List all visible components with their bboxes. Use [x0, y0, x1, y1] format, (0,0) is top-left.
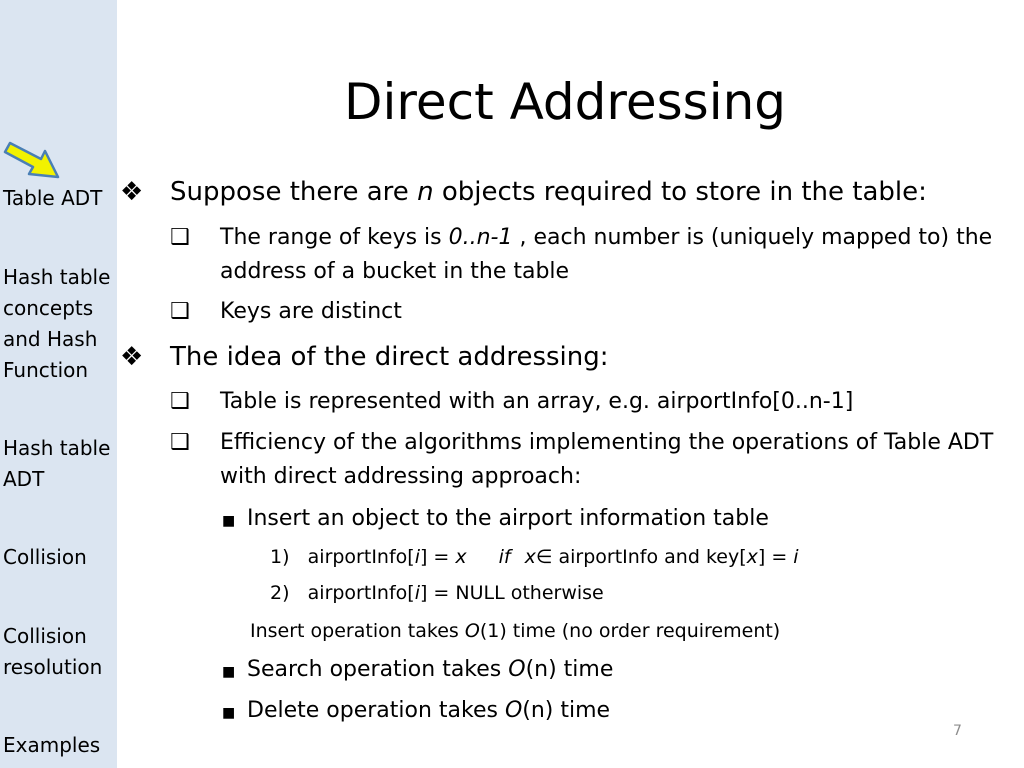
numbered-text: 2) airportInfo[i] = NULL otherwise — [270, 582, 604, 604]
note-text: Insert operation takes O(1) time (no order requirement) — [250, 620, 781, 642]
sidebar-item-hash-table-adt[interactable] — [3, 433, 110, 495]
sidebar-item-label: Collision — [3, 545, 87, 569]
diamond-bullet-icon: ❖ — [120, 177, 144, 207]
sidebar — [0, 0, 117, 768]
sidebar-item-label: resolution — [3, 655, 103, 679]
diamond-bullet-icon: ❖ — [120, 342, 144, 372]
sidebar-item-label: Hash table — [3, 265, 111, 289]
sidebar-item-hash-table-concepts[interactable] — [3, 262, 110, 386]
checkbox-bullet-icon: ❑ — [170, 299, 190, 324]
bullet-text: The idea of the direct addressing: — [170, 342, 609, 372]
bullet-text: Delete operation takes O(n) time — [247, 698, 611, 723]
bullet-text: Insert an object to the airport information table — [247, 506, 769, 531]
sidebar-item-label: ADT — [3, 467, 45, 491]
bullet-text: Search operation takes O(n) time — [247, 657, 614, 682]
numbered-text: 1) airportInfo[i] = x if x∈ airportInfo and key[x] = i — [270, 546, 799, 568]
sidebar-item-label: Hash table — [3, 436, 111, 460]
sidebar-item-collision-resolution[interactable] — [3, 621, 102, 683]
checkbox-bullet-icon: ❑ — [170, 389, 190, 414]
sidebar-item-label: Table ADT — [3, 186, 103, 210]
sidebar-item-label: Examples — [3, 733, 101, 757]
sidebar-item-label: concepts — [3, 296, 94, 320]
bullet-text: Keys are distinct — [220, 299, 402, 324]
bullet-text: Suppose there are n objects required to store in the table: — [170, 177, 927, 207]
page-number: 7 — [953, 723, 962, 739]
slide-title: Direct Addressing — [343, 73, 787, 131]
bullet-text: Table is represented with an array, e.g. airportInfo[0..n-1] — [220, 389, 854, 414]
sidebar-item-examples[interactable] — [3, 730, 100, 761]
checkbox-bullet-icon: ❑ — [170, 430, 190, 455]
sidebar-item-label: Collision — [3, 624, 87, 648]
sidebar-item-label: Function — [3, 358, 89, 382]
current-section-arrow-icon — [2, 140, 62, 185]
sidebar-item-label: and Hash — [3, 327, 98, 351]
sidebar-item-collision[interactable] — [3, 542, 87, 573]
square-bullet-icon: ■ — [222, 513, 236, 529]
square-bullet-icon: ■ — [222, 705, 236, 721]
sidebar-item-table-adt[interactable] — [3, 183, 102, 214]
square-bullet-icon: ■ — [222, 664, 236, 680]
bullet-text: Efficiency of the algorithms implementing the operations of Table ADT with direct addressing approach: — [220, 430, 994, 489]
bullet-text: The range of keys is 0..n-1 , each number is (uniquely mapped to) the address of a bucket in the table — [220, 225, 993, 284]
checkbox-bullet-icon: ❑ — [170, 225, 190, 250]
